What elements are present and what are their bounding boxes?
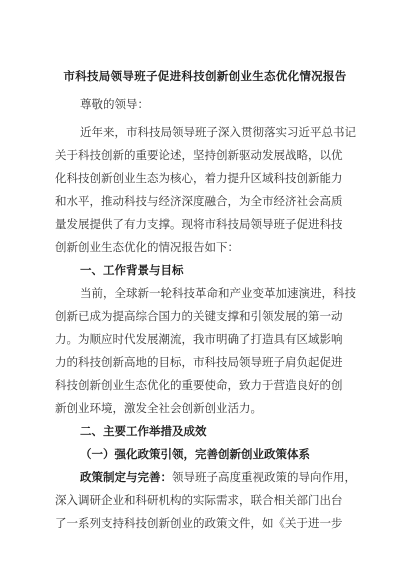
intro-line: 关于科技创新的重要论述，坚持创新驱动发展战略，以优 (55, 148, 343, 162)
section-line: 创新已成为提高综合国力的关键支撑和引领发展的第一动 (55, 309, 343, 323)
section-heading: 一、工作背景与目标 (80, 263, 184, 277)
document-title: 市科技局领导班子促进科技创新创业生态优化情况报告 (63, 69, 347, 83)
section-line: 新创业环境，激发全社会创新创业活力。 (55, 401, 262, 415)
policy-line: 了一系列支持科技创新创业的政策文件，如《关于进一步 (55, 516, 343, 530)
section-line: 力。为顺应时代发展潮流，我市明确了打造具有区域影响 (55, 332, 343, 346)
intro-line: 量发展提供了有力支撑。现将市科技局领导班子促进科技 (55, 217, 343, 231)
section-line: 当前，全球新一轮科技革命和产业变革加速演进，科技 (80, 286, 356, 300)
paragraph-lead: 政策制定与完善： (80, 470, 172, 484)
policy-line: 深入调研企业和科研机构的实际需求，联合相关部门出台 (55, 493, 343, 507)
section-line: 科技创新创业生态优化的重要使命，致力于营造良好的创 (55, 378, 343, 392)
section-line: 力的科技创新高地的目标，市科技局领导班子肩负起促进 (55, 355, 343, 369)
salutation: 尊敬的领导： (80, 97, 149, 111)
intro-line: 化科技创新创业生态为核心，着力提升区域科技创新能力 (55, 171, 343, 185)
section-heading: 二、主要工作举措及成效 (80, 424, 207, 438)
intro-line: 近年来，市科技局领导班子深入贯彻落实习近平总书记 (80, 125, 356, 139)
intro-line: 创新创业生态优化的情况报告如下： (55, 240, 239, 254)
intro-line: 和水平，推动科技与经济深度融合，为全市经济社会高质 (55, 194, 343, 208)
paragraph-text: 领导班子高度重视政策的导向作用， (172, 470, 356, 484)
policy-paragraph-first-line (80, 469, 356, 485)
subsection-heading: （一）强化政策引领，完善创新创业政策体系 (80, 447, 310, 461)
